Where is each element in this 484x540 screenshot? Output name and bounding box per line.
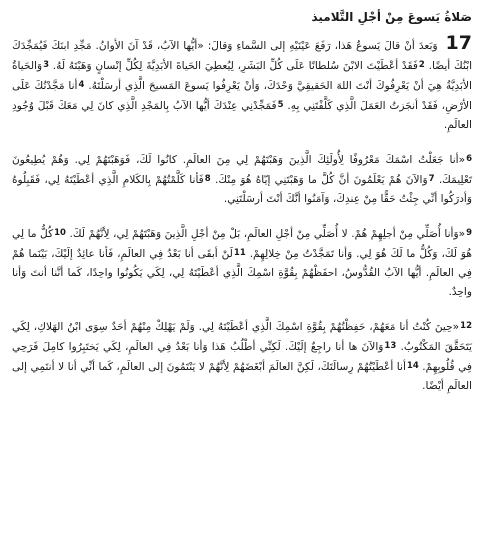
verse-number: 9 — [466, 228, 472, 238]
verse-text: كُلُّ ما لِي هُوَ لَكَ، وَكُلُّ ما لَكَ هُوَ لِي. وَأنا تَمَجَّدْتُ مِنْ خِلالِهِمْ. — [12, 228, 472, 260]
verse-text: «حِينَ كُنْتُ أنا مَعَهُمْ، حَفِظْتُهُمْ بِقُوَّةِ اسْمِكَ الَّذِي أعْطَيْتَهُ لِي. وَلَمْ يَهْلِكْ مِنْهُمْ أحَدٌ سِوَى ابْنُ الهَلاكِ، لِكَي يَتَحَقَّقَ المَكْتُوبُ. — [12, 321, 473, 353]
section-heading: صَلاةُ يَسوعَ مِنْ أجْلِ التَّلاميذ — [311, 10, 472, 24]
verse-text: أنا أعْطَيْتُهُمْ رِسالَتَكَ، لَكِنَّ العالَمَ أبْغَضَهُمْ لِأنَّهُمْ لا يَنْتَمُونَ إلى العالَمِ، كَما أنِّي أنا لا أنتَمِي إلى العالَمِ أيْضًا. — [12, 361, 472, 392]
verse-number: 10 — [54, 228, 66, 238]
verse-number: 5 — [277, 100, 284, 110]
paragraph-4 — [12, 317, 472, 396]
paragraph-2 — [12, 150, 472, 209]
verse-number: 13 — [384, 341, 397, 351]
verse-text: وَالآنَ ها أنا راجِعٌ إلَيْكَ. لَكِنِّي أطْلُبُ هَذا وَأنا بَعْدُ فِي العالَمِ، لِكَي يَختَبِرُوا كامِلَ فَرَحِي فِي قُلُوبِهِمْ. — [12, 341, 473, 373]
verse-number: 3 — [43, 60, 50, 70]
verse-text: فَمَجِّدْنِي عِنْدَكَ أيُّها الآبُ بِالمَجْدِ الَّذِي كانَ لِي مَعَكَ قَبْلَ وُجُودِ العالَمِ. — [12, 100, 472, 131]
verse-text: «أنا جَعَلْتُ اسْمَكَ مَعْرُوفًا لِأُولَئِكَ الَّذِينَ وَهَبْتَهُمْ لِي مِنَ العالَمِ. كانُوا لَكَ، فَوَهَبْتَهُمْ لِي. وَهُمْ يُطِيعُونَ تَعْلِيمَكَ. — [12, 154, 472, 186]
verse-text: لَنْ أبقَى أنا بَعْدُ فِي العالَمِ، فَأنا عائِدٌ إلَيْكَ، بَيْنَما هُمْ فِي العالَمِ. أيُّها الآبُ القُدُّوسُ، احفَظْهُمْ بِقُوَّةِ اسْمِكَ الَّذِي أعْطَيْتَهُ لِي، لِكَي يَكُونُوا واحِدًا، كَما أنَّنا أنتَ وَأنا واحِدٌ. — [12, 248, 472, 298]
verse-text: وَالآنَ هُمْ يَعْلَمُونَ أنَّ كُلَّ ما وَهَبْتَنِي إيّاهُ هُوَ مِنْكَ. — [214, 174, 428, 186]
verse-number: 14 — [406, 361, 419, 371]
verse-number: 11 — [233, 248, 246, 258]
verse-text: وَالحَياةُ الأبَدِيَّةُ هِيَ أنْ يَعْرِفُوكَ أنْتَ اللهَ الحَقيقِيَّ وَحْدَكَ، وَأنْ يَعْرِفُوا يَسوعَ المَسيحَ الَّذِي أرسَلْتَهُ. — [12, 60, 472, 92]
paragraph-3 — [12, 224, 472, 302]
verse-text: وَبَعدَ أنْ قالَ يَسوعُ هَذا، رَفَعَ عَيْنَيْهِ إلى السَّماءِ وَقالَ: «أيُّها الآبُ، قَدْ آنَ الأوانُ. مَجِّدِ ابنَكَ فَيُمَجِّدَكَ ابْنُكَ أيضًا. — [12, 40, 473, 72]
paragraph-1 — [12, 34, 472, 135]
verse-number: 6 — [466, 154, 472, 164]
verse-number: 2 — [418, 60, 425, 70]
verse-number: 8 — [204, 174, 211, 184]
verse-number: 4 — [78, 80, 85, 90]
verse-number: 7 — [428, 174, 435, 184]
verse-text: أنا مَجَّدْتُكَ عَلَى الأرْضِ، فَقَدْ أنجَزتُ العَمَلَ الَّذِي كَلَّفْتَنِي بِهِ. — [12, 80, 472, 112]
verse-text: «وَأنا أُصَلِّي مِنْ أجلِهِمْ هُمْ. لا أُصَلِّي مِنْ أجْلِ العالَمِ، بَلْ مِنْ أجْلِ الَّذِينَ وَهَبْتَهُمْ لِي، لِأنَّهُمْ لَكَ. — [69, 228, 466, 240]
verse-text: فَأنا كَلَّمْتُهُمْ بِالكَلامِ الَّذِي أعْطَيْتَهُ لِي، فَقَبِلُوهُ وَأدرَكُوا أنِّي جِئْتُ حَقًّا مِنْ عِندِكَ، وَآمَنُوا أنَّكَ أنْتَ أرسَلْتَنِي. — [12, 174, 472, 205]
verse-number: 12 — [460, 321, 472, 331]
verse-text: فَقَدْ أعْطَيْتَ الابْنَ سُلطانًا عَلَى كُلِّ البَشَرِ، لِيُعطِيَ الحَياةَ الأبَدِيَّةَ لِكُلِّ إنْسانٍ وَهَبْتَهُ لَهُ. — [52, 60, 418, 72]
chapter-number: 17 — [445, 32, 472, 54]
